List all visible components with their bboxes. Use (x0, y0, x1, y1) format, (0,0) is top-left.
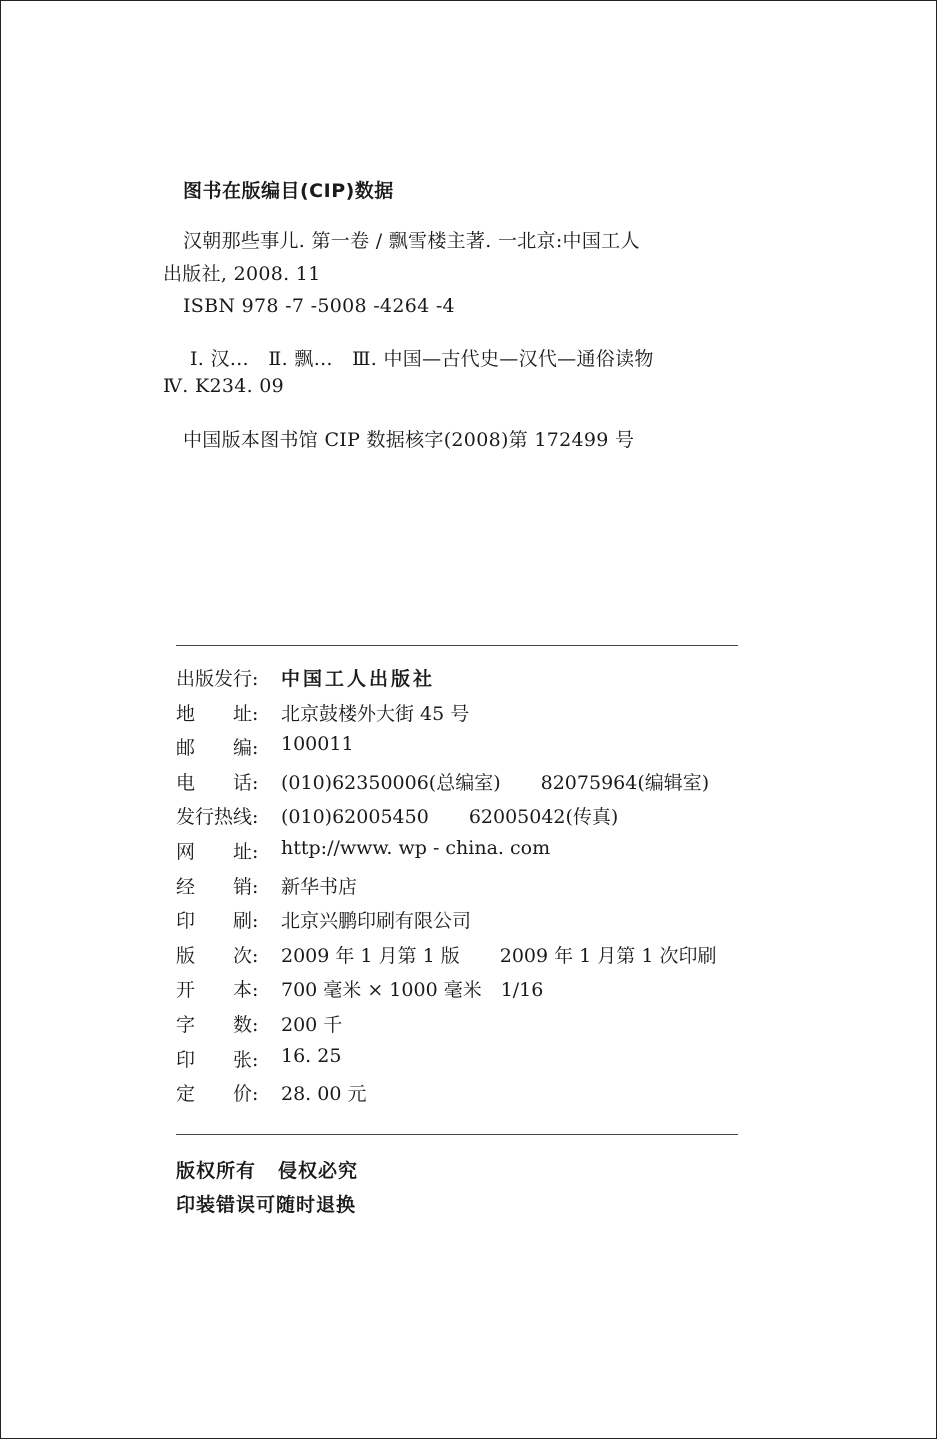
replacement-notice: 印装错误可随时退换 (176, 1194, 357, 1216)
fax-number: 62005042(传真) (468, 806, 619, 829)
info-label: 开 本: (176, 979, 259, 1002)
edition-date: 2009 年 1 月第 1 版 (281, 944, 460, 967)
divider-top (176, 645, 738, 646)
cip-title: 图书在版编目(CIP)数据 (183, 180, 394, 202)
cip-classification: Ⅰ. 汉… Ⅱ. 飘… Ⅲ. 中国—古代史—汉代—通俗读物 (190, 348, 654, 370)
info-value: 北京鼓楼外大街 45 号 (281, 702, 470, 725)
copyright-reserved: 版权所有 (176, 1160, 257, 1182)
info-value (281, 768, 709, 795)
info-label: 字 数: (176, 1013, 259, 1036)
copyright-notice (176, 1156, 358, 1183)
info-label: 出版发行: (176, 668, 259, 690)
website-url: http://www. wp - china. com (281, 836, 551, 859)
info-label: 发行热线: (176, 806, 259, 829)
info-label: 地 址: (176, 702, 259, 725)
cip-class-number: Ⅳ. K234. 09 (163, 375, 285, 397)
info-label: 网 址: (176, 840, 259, 863)
infringement-notice: 侵权必究 (278, 1160, 359, 1182)
divider-bottom (176, 1134, 738, 1135)
info-value: 新华书店 (281, 875, 358, 898)
publisher-name: 中国工人出版社 (281, 668, 436, 690)
hotline-number: (010)62005450 (281, 806, 429, 829)
phone-main: (010)62350006(总编室) (281, 771, 501, 794)
info-label: 电 话: (176, 771, 259, 794)
info-label: 经 销: (176, 875, 259, 898)
info-value: 100011 (281, 733, 354, 756)
cip-record-number: 中国版本图书馆 CIP 数据核字(2008)第 172499 号 (183, 429, 635, 451)
cip-isbn: ISBN 978 -7 -5008 -4264 -4 (183, 295, 455, 317)
phone-editorial: 82075964(编辑室) (540, 771, 710, 794)
price-value: 28. 00 元 (281, 1083, 367, 1106)
info-value (281, 802, 618, 829)
info-label: 邮 编: (176, 737, 259, 760)
info-label: 印 刷: (176, 910, 259, 933)
info-value: 700 毫米 × 1000 毫米 1/16 (281, 979, 544, 1002)
info-label: 定 价: (176, 1083, 259, 1106)
info-value (281, 941, 716, 968)
cip-book-line: 汉朝那些事儿. 第一卷 / 飘雪楼主著. 一北京:中国工人 (183, 230, 640, 252)
printing-date: 2009 年 1 月第 1 次印刷 (499, 944, 717, 967)
info-value: 16. 25 (281, 1044, 342, 1067)
info-label: 版 次: (176, 944, 259, 967)
cip-publisher-line: 出版社, 2008. 11 (163, 263, 321, 285)
info-value: 北京兴鹏印刷有限公司 (281, 910, 472, 933)
info-value: 200 千 (281, 1013, 343, 1036)
info-label: 印 张: (176, 1048, 259, 1071)
